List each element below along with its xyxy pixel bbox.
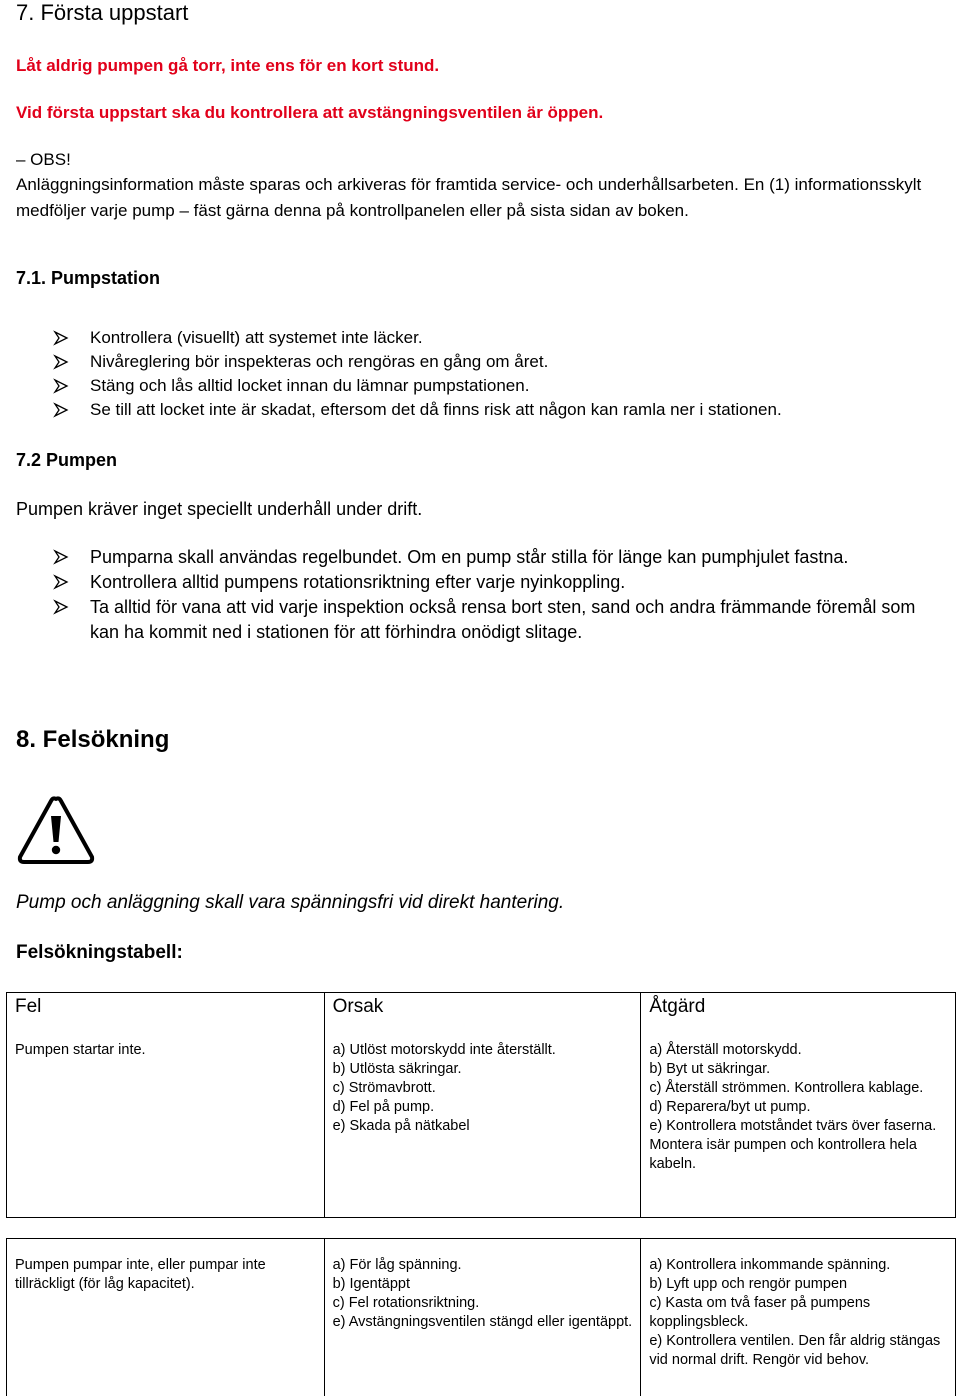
section-72-intro: Pumpen kräver inget speciellt underhåll under drift. <box>16 496 946 522</box>
arrow-bullet-icon <box>52 326 72 350</box>
list-item-text: Pumparna skall användas regelbundet. Om en pump står stilla för länge kan pumphjulet fastna. <box>90 547 848 567</box>
list-item <box>52 374 942 398</box>
table-title: Felsökningstabell: <box>16 942 183 964</box>
warning-line-dry-run: Låt aldrig pumpen gå torr, inte ens för en kort stund. <box>16 56 439 76</box>
arrow-bullet-icon <box>52 545 72 569</box>
list-item-text: Nivåreglering bör inspekteras och rengöras en gång om året. <box>90 352 548 371</box>
cell-atgard: a) Återställ motorskydd. b) Byt ut säkringar. c) Återställ strömmen. Kontrollera kablage. d) Reparera/byt ut pump. e) Kontrollera motståndet tvärs över faserna. Montera isär pumpen och kontrollera hela kabeln. <box>641 1033 956 1218</box>
list-item <box>52 350 942 374</box>
list-item-text: Kontrollera (visuellt) att systemet inte läcker. <box>90 328 423 347</box>
section-71-list <box>52 326 942 422</box>
section-72-title: 7.2 Pumpen <box>16 450 117 471</box>
arrow-bullet-icon <box>52 595 72 619</box>
list-item <box>52 326 942 350</box>
header-fel: Fel <box>7 993 325 1034</box>
list-item <box>52 545 942 570</box>
cell-fel: Pumpen pumpar inte, eller pumpar inte tillräckligt (för låg kapacitet). <box>7 1239 325 1396</box>
header-orsak: Orsak <box>324 993 641 1034</box>
section-72-list <box>52 545 942 645</box>
list-item-text: Ta alltid för vana att vid varje inspektion också rensa bort sten, sand och andra främmande föremål som kan ha kommit ned i stationen för att förhindra onödigt slitage. <box>90 597 915 642</box>
list-item-text: Stäng och lås alltid locket innan du lämnar pumpstationen. <box>90 376 529 395</box>
obs-text: Anläggningsinformation måste sparas och arkiveras för framtida service- och underhållsarbeten. En (1) informationsskylt medföljer varje pump – fäst gärna denna på kontrollpanelen eller på sista sidan av boken. <box>16 172 946 224</box>
arrow-bullet-icon <box>52 398 72 422</box>
arrow-bullet-icon <box>52 374 72 398</box>
obs-label: – OBS! <box>16 147 946 173</box>
list-item-text: Se till att locket inte är skadat, eftersom det då finns risk att någon kan ramla ner i stationen. <box>90 400 782 419</box>
cell-orsak: a) För låg spänning. b) Igentäppt c) Fel rotationsriktning. e) Avstängningsventilen stängd eller igentäppt. <box>324 1239 641 1396</box>
table-row <box>7 1239 956 1396</box>
safety-notice: Pump och anläggning skall vara spänningsfri vid direkt hantering. <box>16 892 564 914</box>
warning-triangle-icon <box>16 794 96 866</box>
list-item <box>52 398 942 422</box>
table-row <box>7 1033 956 1218</box>
cell-fel: Pumpen startar inte. <box>7 1033 325 1218</box>
troubleshooting-table <box>6 992 956 1396</box>
arrow-bullet-icon <box>52 570 72 594</box>
section-8-title: 8. Felsökning <box>16 726 169 754</box>
list-item <box>52 595 942 645</box>
cell-atgard: a) Kontrollera inkommande spänning. b) Lyft upp och rengör pumpen c) Kasta om två faser på pumpens kopplingsbleck. e) Kontrollera ventilen. Den får aldrig stängas vid normal drift. Rengör vid behov. <box>641 1239 956 1396</box>
arrow-bullet-icon <box>52 350 72 374</box>
table-header-row <box>7 993 956 1034</box>
cell-orsak: a) Utlöst motorskydd inte återställt. b) Utlösta säkringar. c) Strömavbrott. d) Fel på pump. e) Skada på nätkabel <box>324 1033 641 1218</box>
page-title: 7. Första uppstart <box>16 0 188 26</box>
list-item <box>52 570 942 595</box>
header-atgard: Åtgärd <box>641 993 956 1034</box>
list-item-text: Kontrollera alltid pumpens rotationsriktning efter varje nyinkoppling. <box>90 572 625 592</box>
section-71-title: 7.1. Pumpstation <box>16 268 160 289</box>
warning-line-valve: Vid första uppstart ska du kontrollera att avstängningsventilen är öppen. <box>16 103 603 123</box>
